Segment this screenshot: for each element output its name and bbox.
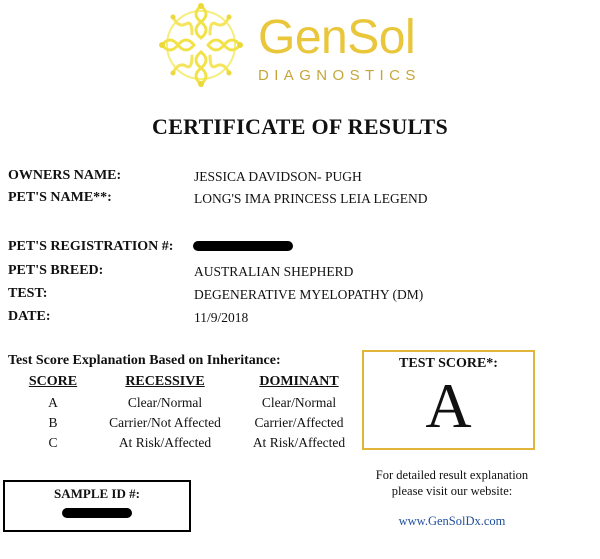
explanation-heading: Test Score Explanation Based on Inheritance: bbox=[8, 353, 281, 368]
sample-id-label: SAMPLE ID #: bbox=[54, 486, 140, 501]
brand-subtitle: DIAGNOSTICS bbox=[258, 67, 421, 84]
breed-label: PET'S BREED: bbox=[8, 263, 104, 278]
table-cell: Carrier/Not Affected bbox=[109, 415, 221, 430]
pet-name-value: LONG'S IMA PRINCESS LEIA LEGEND bbox=[194, 191, 428, 206]
website-link[interactable]: www.GenSolDx.com bbox=[398, 514, 506, 528]
pet-name-label: PET'S NAME**: bbox=[8, 190, 112, 205]
table-cell: Clear/Normal bbox=[261, 395, 337, 410]
table-cell: At Risk/Affected bbox=[252, 435, 346, 450]
dna-ring-logo-icon bbox=[146, 0, 256, 90]
test-label: TEST: bbox=[8, 286, 48, 301]
registration-redaction bbox=[193, 241, 293, 251]
test-value: DEGENERATIVE MYELOPATHY (DM) bbox=[194, 287, 424, 302]
owner-name-label: OWNERS NAME: bbox=[8, 168, 122, 183]
table-cell: C bbox=[48, 435, 58, 450]
detail-note bbox=[352, 467, 552, 499]
test-score-value: A bbox=[425, 370, 472, 441]
date-label: DATE: bbox=[8, 309, 51, 324]
certificate-title: CERTIFICATE OF RESULTS bbox=[152, 114, 448, 139]
table-cell: B bbox=[48, 415, 58, 430]
recessive-column-header: RECESSIVE bbox=[125, 374, 205, 389]
detail-note-line: For detailed result explanation bbox=[375, 468, 529, 482]
test-score-label: TEST SCORE*: bbox=[399, 356, 498, 371]
date-value: 11/9/2018 bbox=[194, 310, 249, 325]
score-column-header: SCORE bbox=[28, 374, 78, 389]
breed-value: AUSTRALIAN SHEPHERD bbox=[194, 264, 354, 279]
table-cell: Carrier/Affected bbox=[254, 415, 344, 430]
table-cell: At Risk/Affected bbox=[118, 435, 212, 450]
table-cell: Clear/Normal bbox=[127, 395, 203, 410]
table-cell: A bbox=[48, 395, 58, 410]
brand-name: GenSol bbox=[258, 11, 416, 64]
owner-name-value: JESSICA DAVIDSON- PUGH bbox=[194, 169, 362, 184]
sample-id-redaction bbox=[62, 508, 132, 518]
detail-note-line: please visit our website: bbox=[391, 484, 513, 498]
registration-label: PET'S REGISTRATION #: bbox=[8, 239, 174, 254]
dominant-column-header: DOMINANT bbox=[259, 374, 339, 389]
